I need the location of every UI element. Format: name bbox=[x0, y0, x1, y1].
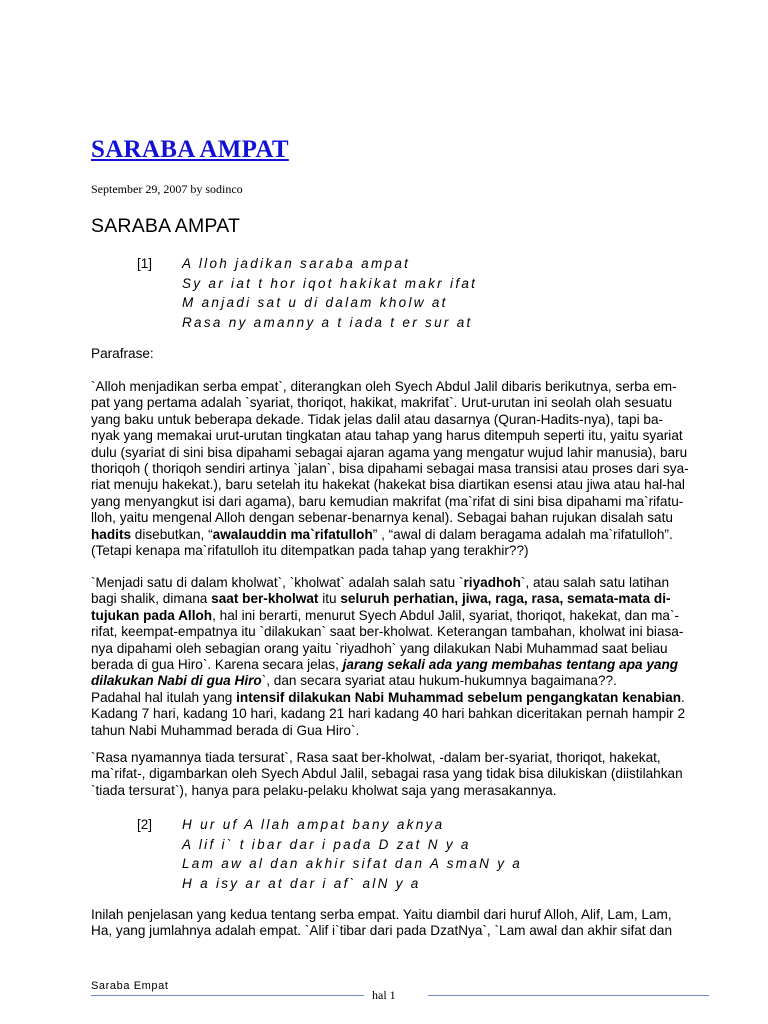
text-run: hadits bbox=[91, 526, 132, 542]
text-line bbox=[91, 379, 701, 395]
text-run: rifat, keempat-empatnya itu `dilakukan` saat ber-kholwat. Keterangan tambahan, kholwat ini biasa- bbox=[91, 624, 684, 640]
text-run: yang baku untuk beberapa dekade. Tidak jelas dalil atau dasarnya (Quran-Hadits-nya), tapi ba- bbox=[91, 411, 664, 427]
text-line bbox=[91, 543, 701, 559]
text-line bbox=[91, 690, 701, 706]
text-run: awalauddin ma`rifatulloh bbox=[212, 526, 373, 542]
text-line bbox=[91, 907, 701, 923]
text-run: ma`rifat-, digambarkan oleh Syech Abdul Jalil, sebagai rasa yang tidak bisa dilukiskan (diistilahkan bbox=[91, 766, 683, 782]
verse-number: [2] bbox=[137, 817, 153, 832]
text-run: . bbox=[681, 689, 685, 705]
text-run: berada di gua Hiro`. Karena secara jelas, bbox=[91, 656, 343, 672]
text-line bbox=[91, 428, 701, 444]
verse-line: H a isy ar at dar i af` alN y a bbox=[182, 875, 421, 891]
verse-line: Lam aw al dan akhir sifat dan A smaN y a bbox=[182, 856, 523, 871]
text-line bbox=[91, 624, 701, 640]
verse-line: A lif i` t ibar dar i pada D zat N y a bbox=[182, 836, 471, 852]
text-line bbox=[91, 723, 701, 739]
text-line bbox=[91, 494, 701, 510]
text-line bbox=[91, 575, 701, 591]
text-run: intensif dilakukan Nabi Muhammad sebelum pengangkatan kenabian bbox=[236, 689, 682, 705]
text-run: dilakukan Nabi di gua Hiro bbox=[91, 673, 262, 689]
text-run: thoriqoh ( thoriqoh sendiri artinya `jalan`, bisa dipahami sebagai masa transisi atau proses dari sya- bbox=[91, 460, 689, 476]
text-line bbox=[91, 783, 701, 799]
text-run: (Tetapi kenapa ma`rifatulloh itu ditempatkan pada tahap yang terakhir??) bbox=[91, 542, 529, 558]
text-run: Padahal hal itulah yang bbox=[91, 689, 237, 705]
text-run: disebutkan, “ bbox=[131, 526, 213, 542]
text-line bbox=[91, 412, 701, 428]
text-run: saat ber-kholwat bbox=[211, 591, 319, 607]
verse-line: A lloh jadikan saraba ampat bbox=[182, 256, 411, 271]
text-run: Ha, yang jumlahnya adalah empat. `Alif i`tibar dari pada DzatNya`, `Lam awal dan akhir sifat dan bbox=[91, 923, 673, 939]
page-number: hal 1 bbox=[372, 988, 396, 1002]
text-line bbox=[91, 706, 701, 722]
text-run: riat menuju hakekat.), baru setelah itu hakekat (hakekat bisa diartikan esensi atau jiwa atau hal-hal bbox=[91, 477, 685, 493]
text-line bbox=[91, 477, 701, 493]
text-run: `Menjadi satu di dalam kholwat`, `kholwat` adalah salah satu ` bbox=[91, 575, 464, 590]
text-line bbox=[91, 750, 701, 766]
text-line bbox=[91, 510, 701, 526]
paragraph-3 bbox=[91, 750, 701, 799]
verse-line: Sy ar iat t hor iqot hakikat makr ifat bbox=[182, 275, 478, 291]
text-run: lloh, yaitu mengenal Alloh dengan sebenar-benarnya kenal). Sebagai bahan rujukan disalah satu bbox=[91, 510, 673, 526]
text-line bbox=[91, 445, 701, 461]
text-run: tujukan pada Alloh bbox=[91, 607, 213, 623]
article-title-link[interactable]: SARABA AMPAT bbox=[91, 136, 289, 163]
text-run: tahun Nabi Muhammad berada di Gua Hiro`. bbox=[91, 722, 360, 738]
section-heading: SARABA AMPAT bbox=[91, 215, 241, 237]
text-run: `Rasa nyamannya tiada tersurat`, Rasa saat ber-kholwat, -dalam ber-syariat, thoriqot, hakekat, bbox=[91, 750, 661, 765]
text-run: itu bbox=[318, 591, 341, 607]
text-line bbox=[91, 673, 701, 689]
text-run: ” , “awal di dalam beragama adalah ma`rifatulloh”. bbox=[372, 526, 673, 542]
text-run: Kadang 7 hari, kadang 10 hari, kadang 21 hari kadang 40 hari bahkan diceritakan pernah hampir 2 bbox=[91, 706, 686, 722]
text-run: Inilah penjelasan yang kedua tentang serba empat. Yaitu diambil dari huruf Alloh, Alif, Lam, Lam, bbox=[91, 907, 672, 922]
text-line bbox=[91, 923, 701, 939]
text-run: seluruh perhatian, jiwa, raga, rasa, semata-mata di- bbox=[340, 591, 671, 607]
verse-number: [1] bbox=[137, 256, 153, 271]
text-run: bagi shalik, dimana bbox=[91, 591, 212, 607]
text-run: `tiada tersurat`), hanya para pelaku-pelaku kholwat saja yang merasakannya. bbox=[91, 782, 557, 798]
verse-line: M anjadi sat u di dalam kholw at bbox=[182, 295, 448, 310]
post-meta: September 29, 2007 by sodinco bbox=[91, 182, 243, 196]
text-line bbox=[91, 395, 701, 411]
text-line bbox=[91, 461, 701, 477]
text-run: dulu (syariat di sini bisa dipahami sebagai ajaran agama yang mengatur wujud lahir manusia), baru bbox=[91, 444, 688, 460]
paragraph-1 bbox=[91, 379, 701, 559]
paragraph-4 bbox=[91, 907, 701, 940]
text-line bbox=[91, 657, 701, 673]
text-run: nyak yang memakai urut-urutan tingkatan atau tahap yang harus ditempuh seperti itu, yaitu syariat bbox=[91, 428, 683, 444]
text-run: `, atau salah satu latihan bbox=[520, 575, 670, 590]
text-run: yang menyangkut isi dari agama), baru kemudian makrifat (ma`rifat di sini bisa dipahami ma`rifatu- bbox=[91, 493, 684, 509]
footer-rule-left bbox=[91, 995, 364, 996]
verse-line: H ur uf A llah ampat bany aknya bbox=[182, 817, 445, 832]
text-run: riyadhoh bbox=[463, 575, 521, 590]
text-line bbox=[91, 608, 701, 624]
paragraph-2 bbox=[91, 575, 701, 739]
text-line bbox=[91, 527, 701, 543]
footer-rule-right bbox=[428, 995, 709, 996]
text-run: jarang sekali ada yang membahas tentang apa yang bbox=[342, 656, 679, 672]
text-run: pat yang pertama adalah `syariat, thoriqot, hakikat, makrifat`. Urut-urutan ini seolah olah sesuatu bbox=[91, 395, 673, 411]
footer-title: Saraba Empat bbox=[91, 980, 169, 992]
text-run: `Alloh menjadikan serba empat`, diterangkan oleh Syech Abdul Jalil dibaris berikutnya, serba em- bbox=[91, 379, 677, 394]
text-line bbox=[91, 591, 701, 607]
text-line bbox=[91, 641, 701, 657]
text-line bbox=[91, 766, 701, 782]
text-run: `, dan secara syariat atau hukum-hukumnya bagaimana??. bbox=[261, 673, 617, 689]
text-run: , hal ini berarti, menurut Syech Abdul Jalil, syariat, thoriqot, hakekat, dan ma`- bbox=[212, 607, 680, 623]
text-run: nya dipahami oleh sebagian orang yaitu `riyadhoh` yang dilakukan Nabi Muhammad saat beliau bbox=[91, 640, 668, 656]
verse-line: Rasa ny amanny a t iada t er sur at bbox=[182, 314, 473, 330]
parafrase-label: Parafrase: bbox=[91, 346, 154, 361]
